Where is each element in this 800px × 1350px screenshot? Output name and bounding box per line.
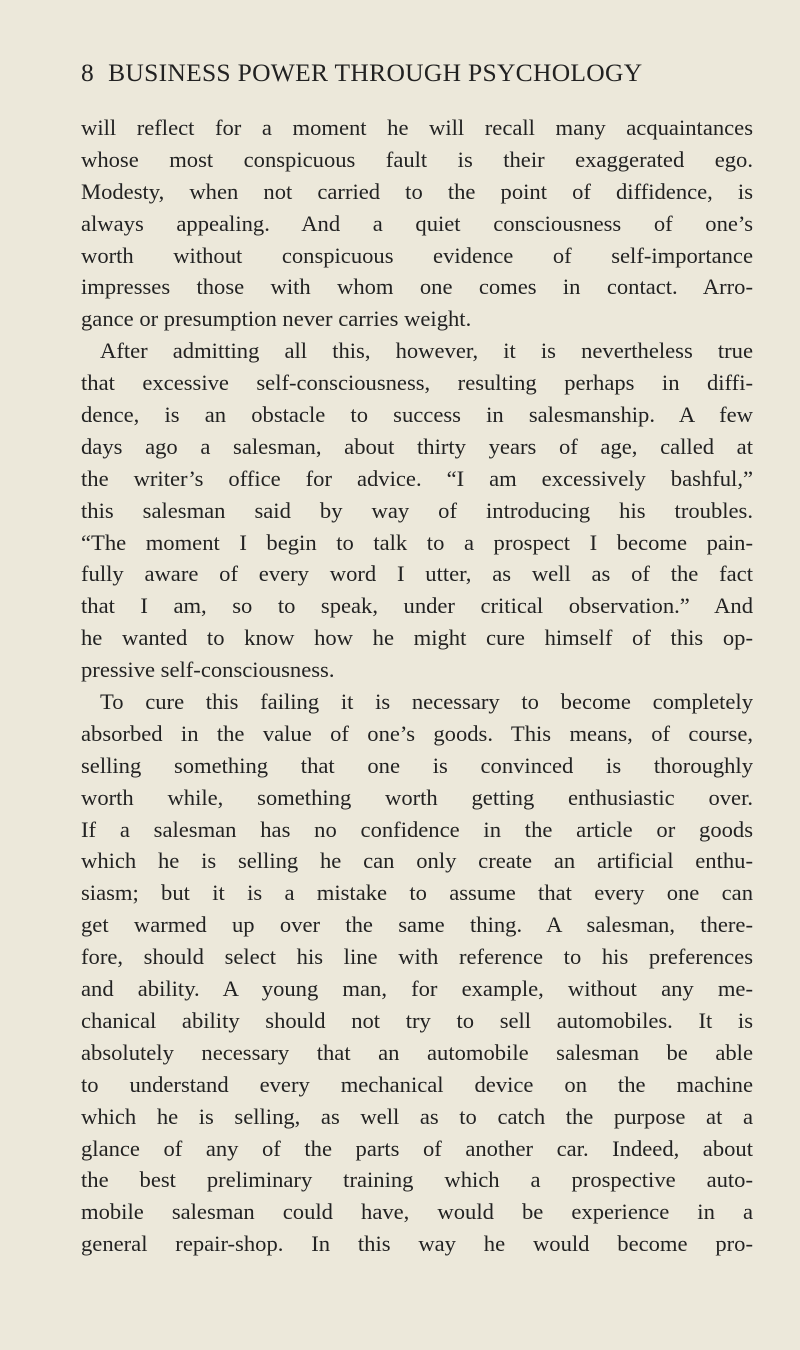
text-line: whose most conspicuous fault is their exaggerated ego. — [81, 146, 753, 172]
text-line: absorbed in the value of one’s goods. This means, of course, — [81, 720, 753, 746]
text-line: chanical ability should not try to sell automobiles. It is — [81, 1007, 753, 1033]
text-line: fore, should select his line with reference to his preferences — [81, 944, 753, 970]
text-line: he wanted to know how he might cure himself of this op- — [81, 625, 753, 651]
text-line: worth without conspicuous evidence of self-importance — [81, 242, 753, 268]
text-line: get warmed up over the same thing. A salesman, there- — [81, 912, 753, 938]
text-line: siasm; but it is a mistake to assume that every one can — [81, 880, 753, 906]
text-line: impresses those with whom one comes in contact. Arro- — [81, 274, 753, 300]
text-line: pressive self-consciousness. — [81, 657, 335, 683]
text-line: selling something that one is convinced is thoroughly — [81, 752, 753, 778]
text-line: To cure this failing it is necessary to become completely — [100, 689, 753, 715]
page-number: 8 — [81, 58, 95, 87]
text-line: worth while, something worth getting enthusiastic over. — [81, 784, 753, 810]
text-line: mobile salesman could have, would be experience in a — [81, 1199, 753, 1225]
text-line: gance or presumption never carries weight. — [81, 306, 472, 332]
text-line: to understand every mechanical device on the machine — [81, 1071, 753, 1097]
text-line: this salesman said by way of introducing his troubles. — [81, 497, 753, 523]
text-line: general repair-shop. In this way he would become pro- — [81, 1231, 753, 1257]
text-line: “The moment I begin to talk to a prospect I become pain- — [81, 529, 753, 555]
text-line: Modesty, when not carried to the point of diffidence, is — [81, 178, 753, 204]
running-head — [81, 58, 741, 98]
text-line: glance of any of the parts of another car. Indeed, about — [81, 1135, 753, 1161]
text-line: If a salesman has no confidence in the article or goods — [81, 816, 753, 842]
text-line: days ago a salesman, about thirty years of age, called at — [81, 433, 753, 459]
text-line: always appealing. And a quiet consciousness of one’s — [81, 210, 753, 236]
text-line: that I am, so to speak, under critical observation.” And — [81, 593, 753, 619]
text-line: will reflect for a moment he will recall many acquaintances — [81, 115, 753, 140]
text-line: absolutely necessary that an automobile salesman be able — [81, 1039, 753, 1065]
text-line: After admitting all this, however, it is nevertheless true — [100, 338, 753, 364]
text-line: that excessive self-consciousness, resulting perhaps in diffi- — [81, 370, 753, 396]
text-line: the writer’s office for advice. “I am excessively bashful,” — [81, 465, 753, 491]
text-line: dence, is an obstacle to success in salesmanship. A few — [81, 402, 753, 428]
text-line: which he is selling, as well as to catch the purpose at a — [81, 1103, 753, 1129]
body-text — [81, 112, 753, 1260]
text-line: and ability. A young man, for example, without any me- — [81, 976, 753, 1002]
running-title: BUSINESS POWER THROUGH PSYCHOLOGY — [108, 58, 643, 87]
text-line: the best preliminary training which a prospective auto- — [81, 1167, 753, 1193]
text-line: which he is selling he can only create an artificial enthu- — [81, 848, 753, 874]
text-line: fully aware of every word I utter, as well as of the fact — [81, 561, 753, 587]
